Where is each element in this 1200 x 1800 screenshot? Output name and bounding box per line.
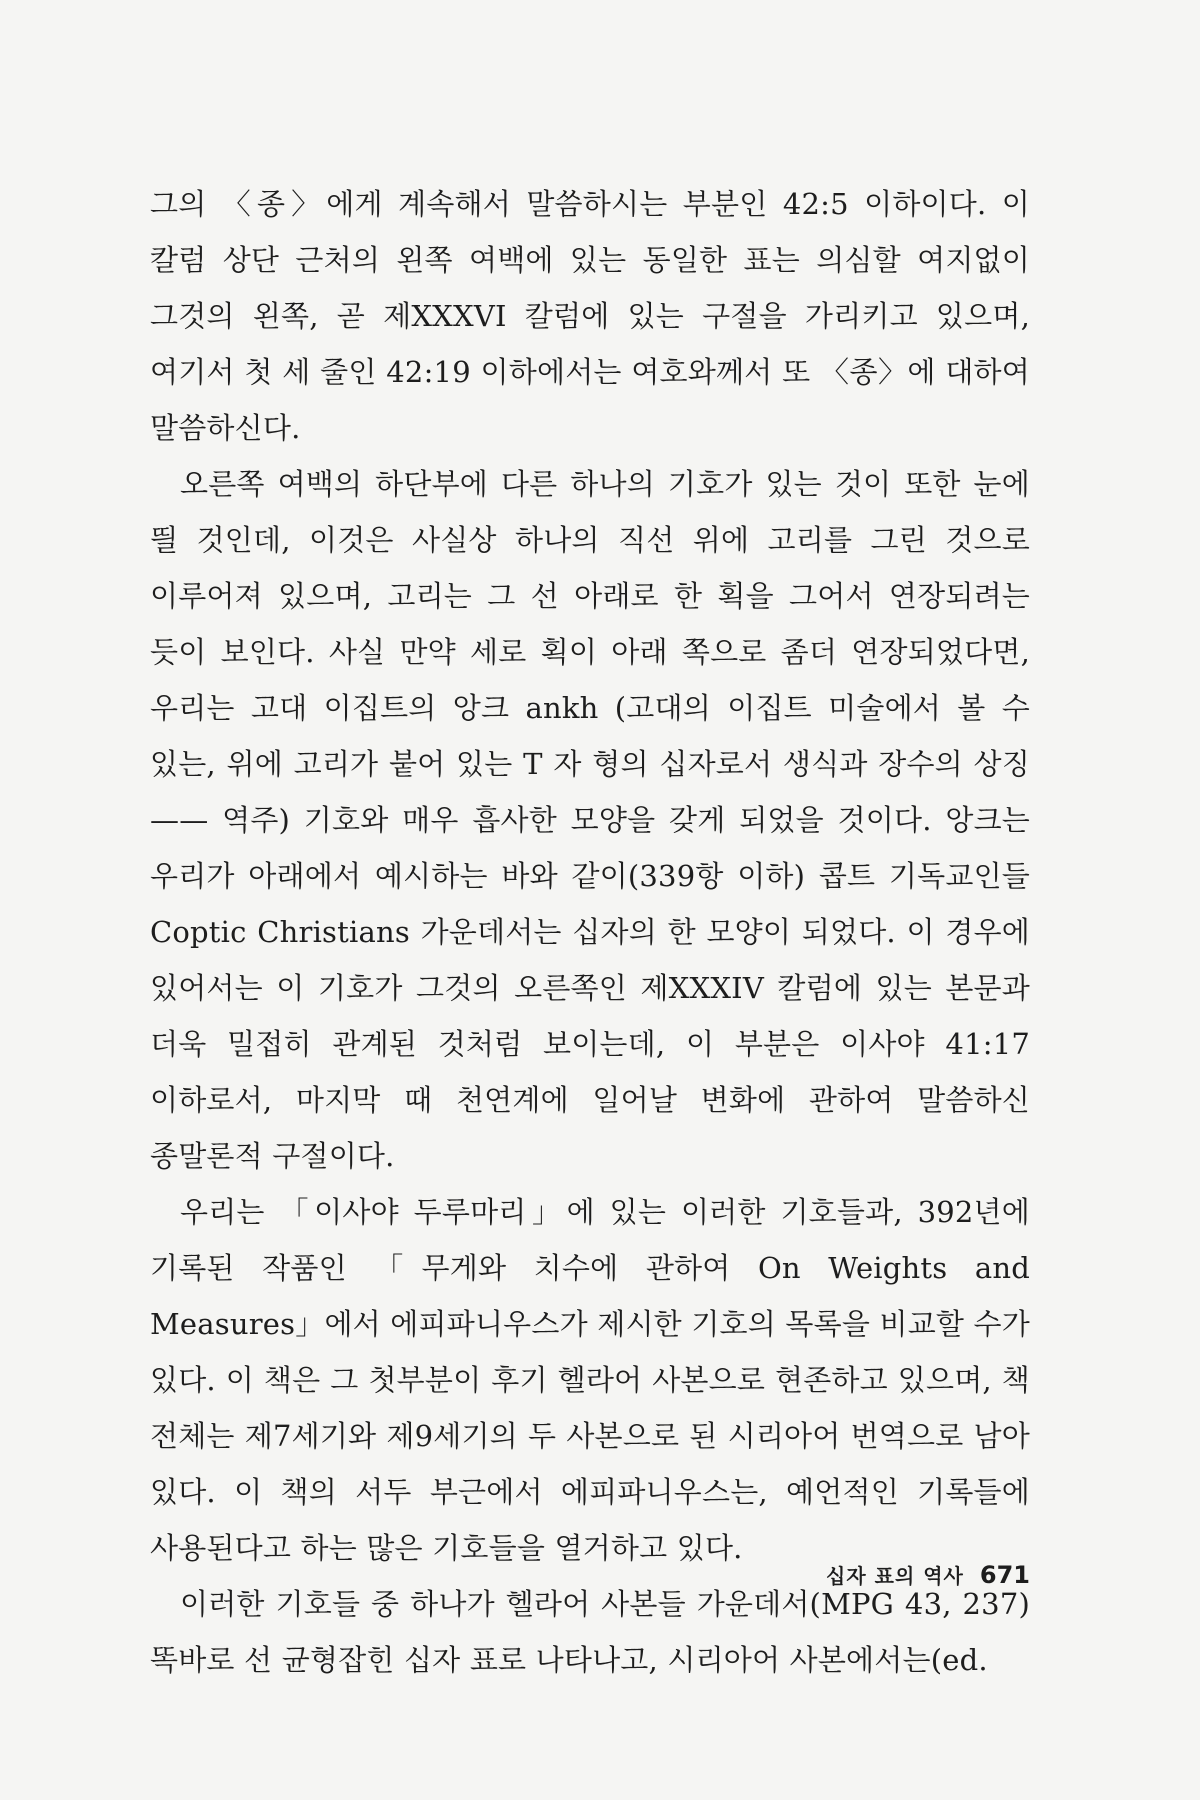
paragraph: 이러한 기호들 중 하나가 헬라어 사본들 가운데서(MPG 43, 237) 똑바로 선 균형잡힌 십자 표로 나타나고, 시리아어 사본에서는(ed. [150,1587,1030,1677]
body-text [150,176,1030,1688]
page-number: 671 [979,1561,1030,1589]
page-footer [790,1560,1030,1589]
paragraph: 오른쪽 여백의 하단부에 다른 하나의 기호가 있는 것이 또한 눈에 띌 것인데, 이것은 사실상 하나의 직선 위에 고리를 그린 것으로 이루어져 있으며, 고리는 그 선 아래로 한 획을 그어서 연장되려는 듯이 보인다. 사실 만약 세로 획이 아래 쪽으로 좀더 연장되었다면, 우리는 고대 이집트의 앙크 ankh (고대의 이집트 미술에서 볼 수 있는, 위에 고리가 붙어 있는 T 자 형의 십자로서 생식과 장수의 상징 —— 역주) 기호와 매우 흡사한 모양을 갖게 되었을 것이다. 앙크는 우리가 아래에서 예시하는 바와 같이(339항 이하) 콥트 기독교인들 Coptic Christians 가운데서는 십자의 한 모양이 되었다. 이 경우에 있어서는 이 기호가 그것의 오른쪽인 제XXXIV 칼럼에 있는 본문과 더욱 밀접히 관계된 것처럼 보이는데, 이 부분은 이사야 41:17 이하로서, 마지막 때 천연계에 일어날 변화에 관하여 말씀하신 종말론적 구절이다. [150,467,1030,1173]
running-footer-title: 십자 표의 역사 [826,1564,964,1588]
paragraph: 우리는 「이사야 두루마리」에 있는 이러한 기호들과, 392년에 기록된 작품인 「무게와 치수에 관하여 On Weights and Measures」에서 에피파니우스가 제시한 기호의 목록을 비교할 수가 있다. 이 책은 그 첫부분이 후기 헬라어 사본으로 현존하고 있으며, 책 전체는 제7세기와 제9세기의 두 사본으로 된 시리아어 번역으로 남아 있다. 이 책의 서두 부근에서 에피파니우스는, 예언적인 기록들에 사용된다고 하는 많은 기호들을 열거하고 있다. [150,1195,1030,1565]
paragraph: 그의 〈종〉에게 계속해서 말씀하시는 부분인 42:5 이하이다. 이 칼럼 상단 근처의 왼쪽 여백에 있는 동일한 표는 의심할 여지없이 그것의 왼쪽, 곧 제XXXVI 칼럼에 있는 구절을 가리키고 있으며, 여기서 첫 세 줄인 42:19 이하에서는 여호와께서 또 〈종〉에 대하여 말씀하신다. [150,187,1030,445]
